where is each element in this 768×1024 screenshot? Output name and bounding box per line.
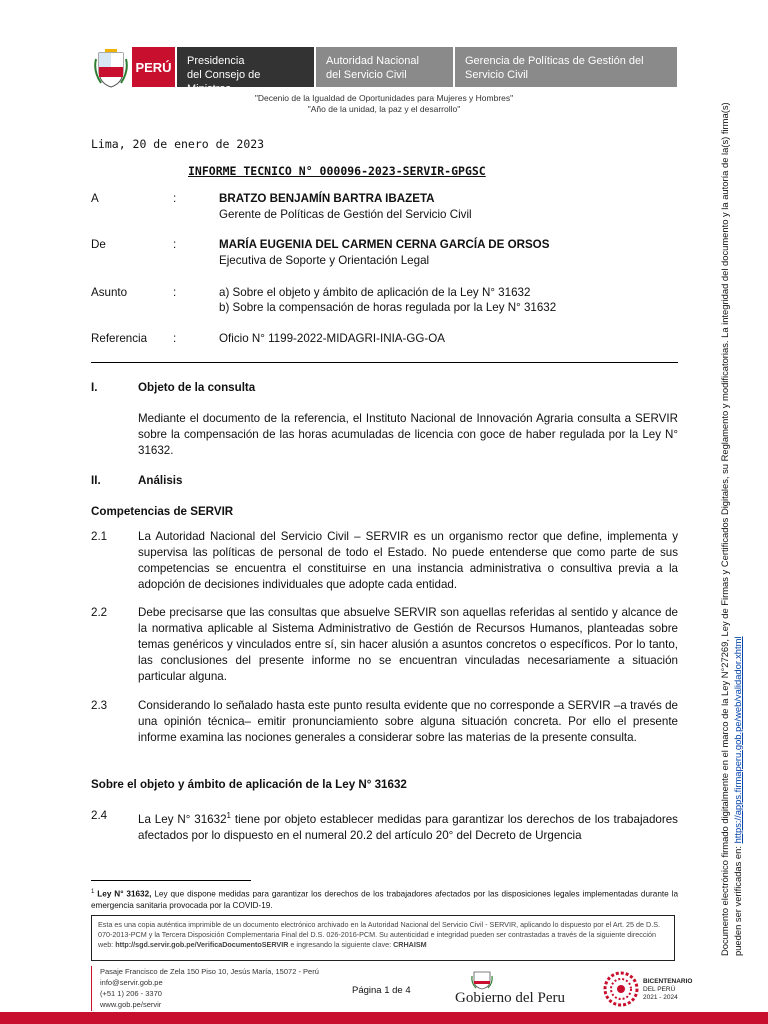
section-2-number: II. <box>91 474 101 487</box>
paragraph-2-4-start: La Ley N° 31632 <box>138 812 227 826</box>
notice-text-2: e ingresando la siguiente clave: <box>288 940 394 949</box>
from-colon: : <box>173 238 177 251</box>
paragraph-2-4-rest: tiene por objeto establecer medidas para garantizar los derechos de los trabajadores afectados por lo dispuesto en el numeral 20.2 del artículo 20° del Decreto de Urgencia <box>138 812 678 842</box>
footnote-reference[interactable]: 1 <box>226 811 231 820</box>
paragraph-2-2: Debe precisarse que las consultas que absuelve SERVIR son aquellas referidas al sentido y alcance de la normativa aplicable al Sistema Administrativo de Gestión de Recursos Humanos, planteadas sobre temas genéricos y vinculados entre sí, sin hacer alusión a asuntos concretos o específicos. Por lo tanto, las conclusiones del presente informe no se encuentran vinculadas necesariamente a situación particular alguna. <box>138 606 678 683</box>
reference-value: Oficio N° 1199-2022-MIDAGRI-INIA-GG-OA <box>219 332 446 345</box>
paragraph-2-2-number: 2.2 <box>91 606 108 619</box>
footer-contact <box>100 966 319 1010</box>
pcm-header-box <box>177 47 314 95</box>
footer-phone: (+51 1) 206 - 3370 <box>100 989 162 998</box>
footnote <box>91 887 678 911</box>
footnote-separator <box>91 880 251 881</box>
gpgsc-header-box <box>455 47 677 87</box>
footer-web[interactable]: www.gob.pe/servir <box>100 1000 162 1009</box>
paragraph-2-3-number: 2.3 <box>91 699 108 712</box>
to-label: A <box>91 192 99 205</box>
subject-label: Asunto <box>91 286 128 299</box>
subject-item-a: a) Sobre el objeto y ámbito de aplicación de la Ley N° 31632 <box>219 286 531 299</box>
footnote-bold: Ley N° 31632, <box>97 889 152 899</box>
section-1-title: Objeto de la consulta <box>138 381 256 394</box>
footer-accent-bar <box>91 966 92 1011</box>
authenticity-notice <box>91 915 675 961</box>
servir-header-box <box>316 47 453 87</box>
footnote-text: Ley que dispone medidas para garantizar los derechos de los trabajadores afectados por las disposiciones legales implementadas durante la emergencia sanitaria provocada por la COVID-19. <box>91 889 678 910</box>
peru-coat-of-arms-icon <box>93 49 129 89</box>
verification-url[interactable]: http://sgd.servir.gob.pe/VerificaDocumentoSERVIR <box>115 940 289 949</box>
signature-note-line1: Documento electrónico firmado digitalmente en el marco de la Ley N°27269, Ley de Firmas y Certificados Digitales, su Reglamento y modificatorias. La integridad del documento y la autoría de la(s) firma(s) <box>719 102 730 956</box>
notice-text-1: Esta es una copia auténtica imprimible de un documento electrónico archivado en la Autoridad Nacional del Servicio Civil - SERVIR, aplicando lo dispuesto por el Art. 25 de D.S. 070-2013-PCM y la Tercera Disposición Complementaria Final del D.S. 026-2016-PCM. Su autenticidad e integridad pueden ser contrastadas a través de la siguiente dirección web: <box>98 920 660 949</box>
reference-colon: : <box>173 332 177 345</box>
paragraph-2-1: La Autoridad Nacional del Servicio Civil – SERVIR es un organismo rector que define, implementa y supervisa las políticas de personal de todo el Estado. No puede entenderse que como parte de sus competencias se encuentra el constituirse en una instancia administrativa o consultiva previa a la adopción de decisiones individuales que adopte cada entidad. <box>138 530 678 591</box>
subheading-competencias: Competencias de SERVIR <box>91 505 234 518</box>
footer-email[interactable]: info@servir.gob.pe <box>100 978 163 987</box>
peru-badge: PERÚ <box>132 47 175 87</box>
signature-note-line2-text: pueden ser verificadas en: <box>732 843 743 956</box>
gpgsc-line2: Servicio Civil <box>465 69 528 81</box>
footer-address: Pasaje Francisco de Zela 150 Piso 10, Jesús María, 15072 - Perú <box>100 967 319 976</box>
from-label: De <box>91 238 106 251</box>
page-number: Página 1 de 4 <box>352 985 411 996</box>
servir-line1: Autoridad Nacional <box>326 55 419 67</box>
subheading-objeto-ley: Sobre el objeto y ámbito de aplicación de la Ley N° 31632 <box>91 778 407 791</box>
paragraph-2-1-number: 2.1 <box>91 530 108 543</box>
digital-signature-note <box>718 102 744 956</box>
bicentenario-line1: BICENTENARIO <box>643 978 693 985</box>
gobierno-seal-icon <box>470 970 494 990</box>
signature-note-line2 <box>731 156 744 956</box>
servir-line2: del Servicio Civil <box>326 69 407 81</box>
divider <box>91 362 678 363</box>
motto-line2: "Año de la unidad, la paz y el desarrollo" <box>307 104 461 114</box>
bicentenario-text <box>643 978 692 1002</box>
bicentenario-line3: 2021 - 2024 <box>643 994 678 1001</box>
subject-item-b: b) Sobre la compensación de horas regulada por la Ley N° 31632 <box>219 301 557 314</box>
document-title: INFORME TECNICO N° 000096-2023-SERVIR-GPGSC <box>188 164 486 178</box>
to-role: Gerente de Políticas de Gestión del Servicio Civil <box>219 208 472 221</box>
paragraph-2-4-number: 2.4 <box>91 809 108 822</box>
pcm-line2: del Consejo de Ministros <box>187 69 261 95</box>
motto-line1: "Decenio de la Igualdad de Oportunidades para Mujeres y Hombres" <box>254 93 514 103</box>
section-1-paragraph: Mediante el documento de la referencia, el Instituto Nacional de Innovación Agraria consulta a SERVIR sobre la compensación de las horas acumuladas de licencia con goce de haber regulada por la Ley N° 31632. <box>138 412 678 457</box>
section-1-number: I. <box>91 381 98 394</box>
bicentenario-logo-icon <box>602 970 640 1008</box>
paragraph-2-4 <box>138 808 678 844</box>
from-role: Ejecutiva de Soporte y Orientación Legal <box>219 254 430 267</box>
bicentenario-line2: DEL PERÚ <box>643 986 676 993</box>
gobierno-del-peru-label: Gobierno del Peru <box>455 990 565 1006</box>
footnote-mark: 1 <box>91 889 95 895</box>
bottom-red-strip <box>0 1012 768 1024</box>
pcm-line1: Presidencia <box>187 55 245 67</box>
subject-colon: : <box>173 286 177 299</box>
document-date: Lima, 20 de enero de 2023 <box>91 137 265 151</box>
reference-label: Referencia <box>91 332 148 345</box>
verification-key: CRHAISM <box>393 940 427 949</box>
paragraph-2-3: Considerando lo señalado hasta este punto resulta evidente que no corresponde a SERVIR –a través de una opinión técnica– emitir pronunciamiento sobre alguna situación concreta. Por ello el presente informe examina las nociones generales a considerar sobre las materias de la presente consulta. <box>138 699 678 744</box>
section-2-title: Análisis <box>138 474 183 487</box>
from-name: MARÍA EUGENIA DEL CARMEN CERNA GARCÍA DE ORSOS <box>219 238 550 251</box>
validator-link[interactable]: https://apps.firmaperu.gob.pe/web/validador.xhtml <box>732 636 743 844</box>
to-name: BRATZO BENJAMÍN BARTRA IBAZETA <box>219 192 435 205</box>
gpgsc-line1: Gerencia de Políticas de Gestión del <box>465 55 644 67</box>
to-colon: : <box>173 192 177 205</box>
